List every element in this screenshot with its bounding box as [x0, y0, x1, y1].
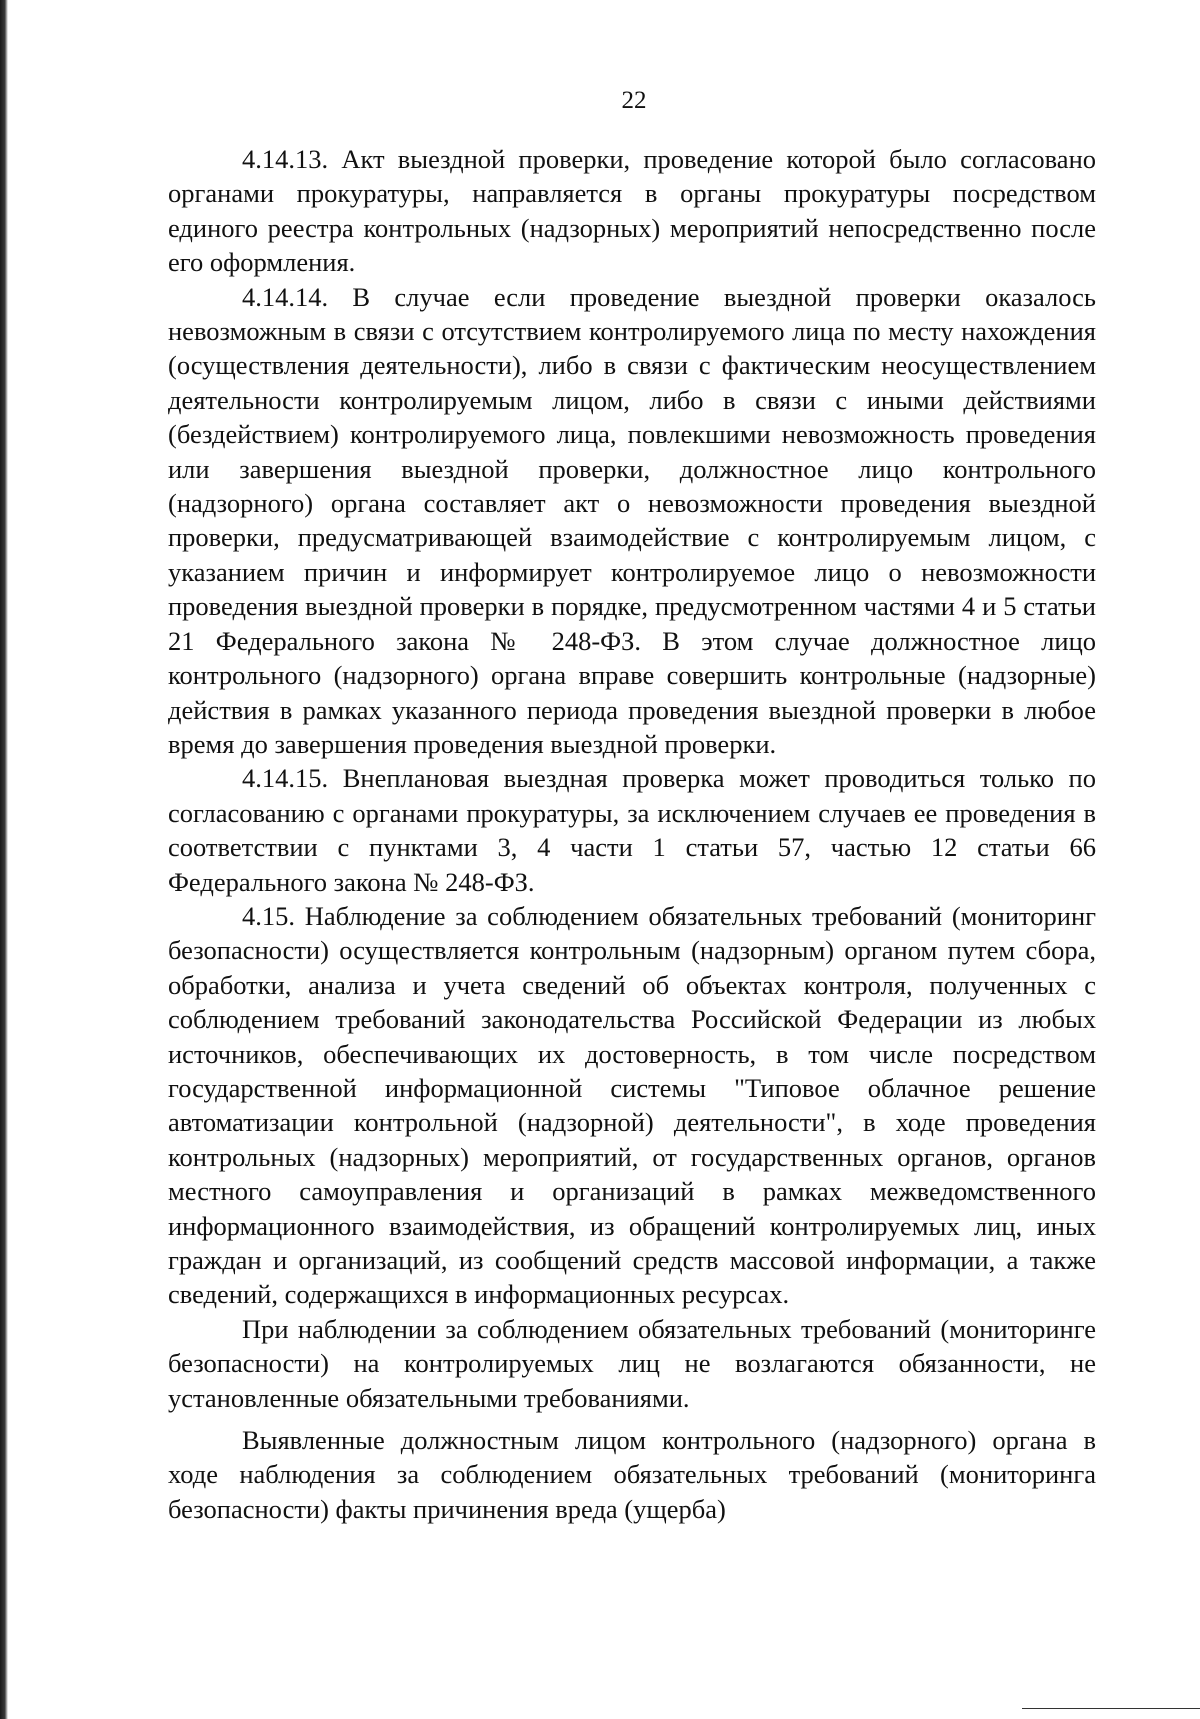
paragraph-4-14-13: 4.14.13. Акт выездной проверки, проведение которой было согласовано органами прокуратуры, направляется в органы прокуратуры посредством единого реестра контрольных (надзорных) мероприятий непосредственно после его оформления.	[168, 144, 1096, 278]
page-number: 22	[621, 87, 647, 114]
paragraph-monitoring-obligations: При наблюдении за соблюдением обязательных требований (мониторинге безопасности) на контролируемых лиц не возлагаются обязанности, не установленные обязательными требованиями.	[168, 1313, 1096, 1413]
document-body	[168, 142, 1096, 1526]
footer-rule	[1022, 1708, 1200, 1709]
paragraph-4-15: 4.15. Наблюдение за соблюдением обязательных требований (мониторинг безопасности) осуществляется контрольным (надзорным) органом путем сбора, обработки, анализа и учета сведений об объектах контроля, полученных с соблюдением требований законодательства Российской Федерации из любых источников, обеспечивающих их достоверность, в том числе посредством государственной информационной системы "Типовое облачное решение автоматизации контрольной (надзорной) деятельности", в ходе проведения контрольных (надзорных) мероприятий, от государственных органов, органов местного самоуправления и организаций в рамках межведомственного информационного взаимодействия, из обращений контролируемых лиц, иных граждан и организаций, из сообщений средств массовой информации, а также сведений, содержащихся в информационных ресурсах.	[168, 900, 1096, 1310]
scan-edge-shadow	[0, 0, 8, 1719]
paragraph-4-14-15: 4.14.15. Внеплановая выездная проверка может проводиться только по согласованию с органами прокуратуры, за исключением случаев ее проведения в соответствии с пунктами 3, 4 части 1 статьи 57, частью 12 статьи 66 Федерального закона № 248-ФЗ.	[168, 763, 1096, 897]
paragraph-4-14-14: 4.14.14. В случае если проведение выездной проверки оказалось невозможным в связи с отсутствием контролируемого лица по месту нахождения (осуществления деятельности), либо в связи с фактическим неосуществлением деятельности контролируемым лицом, либо в связи с иными действиями (бездействием) контролируемого лица, повлекшими невозможность проведения или завершения выездной проверки, должностное лицо контрольного (надзорного) органа составляет акт о невозможности проведения выездной проверки, предусматривающей взаимодействие с контролируемым лицом, с указанием причин и информирует контролируемое лицо о невозможности проведения выездной проверки в порядке, предусмотренном частями 4 и 5 статьи 21 Федерального закона № 248-ФЗ. В этом случае должностное лицо контрольного (надзорного) органа вправе совершить контрольные (надзорные) действия в рамках указанного периода проведения выездной проверки в любое время до завершения проведения выездной проверки.	[168, 281, 1096, 759]
paragraph-detected-facts: Выявленные должностным лицом контрольного (надзорного) органа в ходе наблюдения за соблюдением обязательных требований (мониторинга безопасности) факты причинения вреда (ущерба)	[168, 1425, 1096, 1524]
